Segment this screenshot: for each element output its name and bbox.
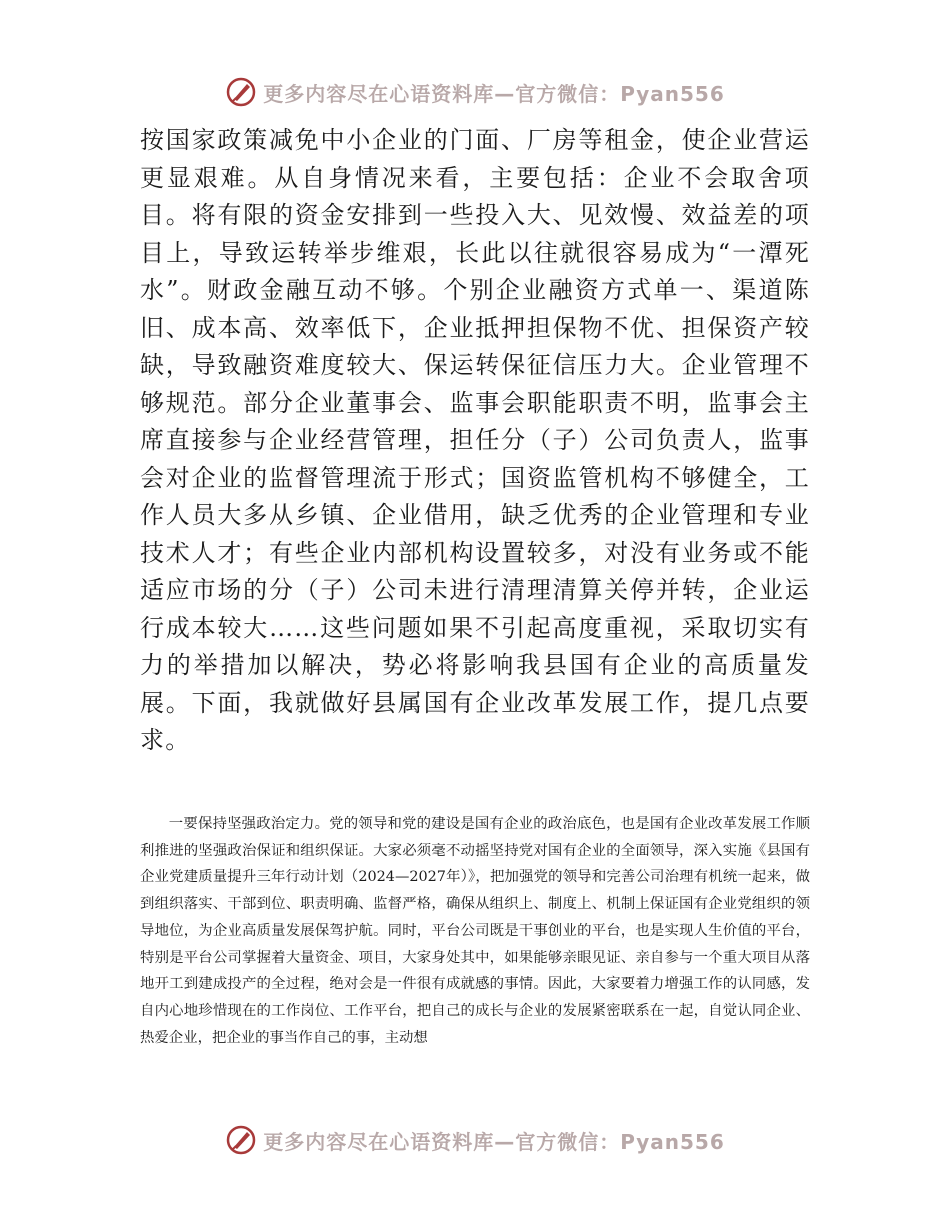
footer-watermark-banner — [0, 1120, 950, 1160]
quill-logo-icon — [225, 76, 257, 108]
body-text-large — [140, 122, 810, 760]
header-watermark-text: 更多内容尽在心语资料库—官方微信：Pyan556 — [263, 81, 725, 106]
quill-logo-icon — [225, 1124, 257, 1156]
body-text-small — [140, 811, 810, 1051]
footer-watermark-text: 更多内容尽在心语资料库—官方微信：Pyan556 — [263, 1129, 725, 1154]
paragraph-small: 一要保持坚强政治定力。党的领导和党的建设是国有企业的政治底色，也是国有企业改革发展工作顺利推进的坚强政治保证和组织保证。大家必须毫不动摇坚持党对国有企业的全面领导，深入实施《县国有企业党建质量提升三年行动计划（2024—2027年）》，把加强党的领导和完善公司治理有机统一起来，做到组织落实、干部到位、职责明确、监督严格，确保从组织上、制度上、机制上保证国有企业党组织的领导地位，为企业高质量发展保驾护航。同时，平台公司既是干事创业的平台，也是实现人生价值的平台，特别是平台公司掌握着大量资金、项目，大家身处其中，如果能够亲眼见证、亲自参与一个重大项目从落地开工到建成投产的全过程，绝对会是一件很有成就感的事情。因此，大家要着力增强工作的认同感，发自内心地珍惜现在的工作岗位、工作平台，把自己的成长与企业的发展紧密联系在一起，自觉认同企业、热爱企业，把企业的事当作自己的事，主动想 — [140, 816, 810, 1046]
header-watermark-banner — [0, 72, 950, 112]
paragraph-large: 按国家政策减免中小企业的门面、厂房等租金，使企业营运更显艰难。从自身情况来看，主要包括：企业不会取舍项目。将有限的资金安排到一些投入大、见效慢、效益差的项目上，导致运转举步维艰，长此以往就很容易成为“一潭死水”。财政金融互动不够。个别企业融资方式单一、渠道陈旧、成本高、效率低下，企业抵押担保物不优、担保资产较缺，导致融资难度较大、保运转保征信压力大。企业管理不够规范。部分企业董事会、监事会职能职责不明，监事会主席直接参与企业经营管理，担任分（子）公司负责人，监事会对企业的监督管理流于形式；国资监管机构不够健全，工作人员大多从乡镇、企业借用，缺乏优秀的企业管理和专业技术人才；有些企业内部机构设置较多，对没有业务或不能适应市场的分（子）公司未进行清理清算关停并转，企业运行成本较大……这些问题如果不引起高度重视，采取切实有力的举措加以解决，势必将影响我县国有企业的高质量发展。下面，我就做好县属国有企业改革发展工作，提几点要求。 — [140, 126, 810, 754]
